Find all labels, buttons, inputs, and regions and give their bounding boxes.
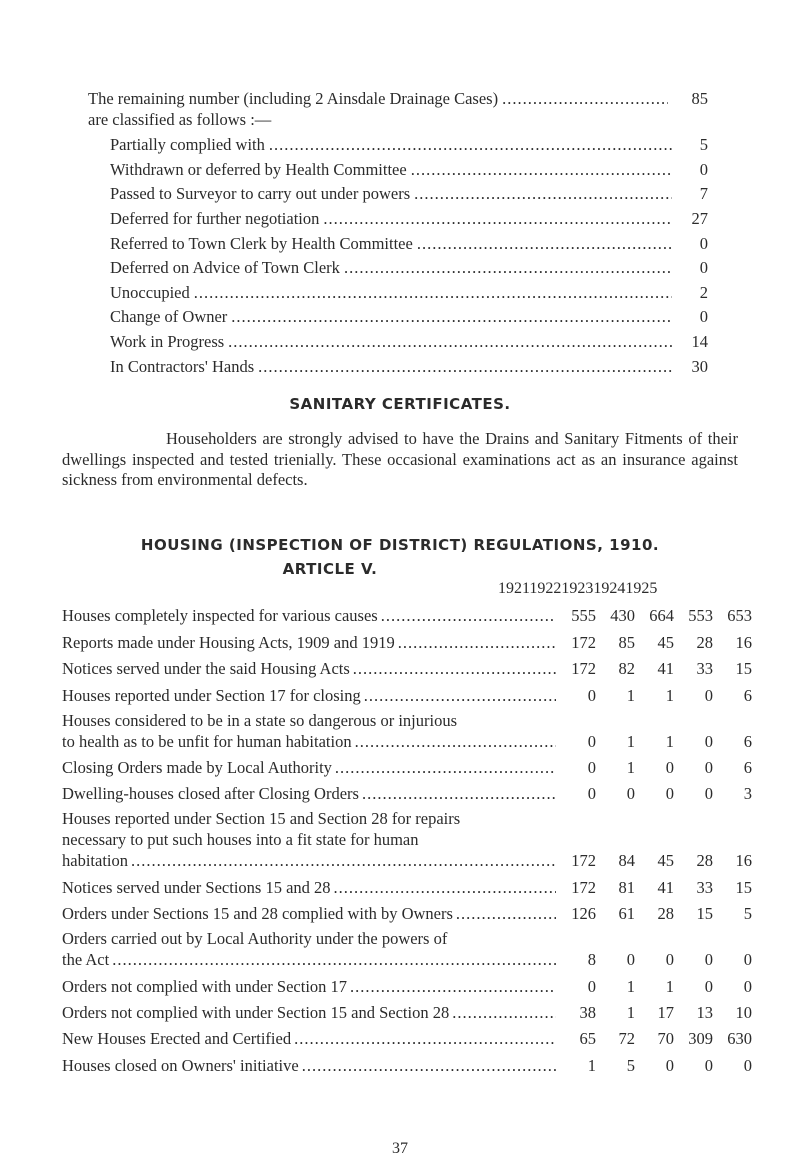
leader-dots bbox=[361, 686, 556, 706]
classification-label: Unoccupied bbox=[110, 282, 190, 302]
classification-label: Withdrawn or deferred by Health Committee bbox=[110, 159, 407, 179]
table-cell: 41 bbox=[657, 659, 674, 679]
classification-row bbox=[110, 133, 708, 158]
classification-value: 27 bbox=[691, 209, 708, 229]
row-values bbox=[556, 606, 752, 626]
row-label-text: Notices served under Sections 15 and 28 bbox=[62, 877, 331, 897]
row-values bbox=[556, 977, 752, 997]
table-cell: 1 bbox=[626, 976, 635, 996]
row-values bbox=[556, 1029, 752, 1049]
row-values bbox=[556, 1056, 752, 1076]
row-label bbox=[62, 808, 556, 871]
classification-value: 14 bbox=[691, 332, 708, 352]
table-cell: 6 bbox=[743, 685, 752, 705]
row-label-text: to health as to be unfit for human habitation bbox=[62, 731, 352, 751]
table-row bbox=[62, 600, 752, 626]
table-row bbox=[62, 626, 752, 652]
table-cell: 630 bbox=[727, 1029, 752, 1049]
row-values bbox=[556, 686, 752, 706]
table-cell: 45 bbox=[657, 632, 674, 652]
row-values bbox=[556, 784, 752, 804]
row-label bbox=[62, 633, 556, 653]
table-cell: 0 bbox=[743, 976, 752, 996]
row-label bbox=[62, 878, 556, 898]
row-label-text: Houses considered to be in a state so dangerous or injurious bbox=[62, 710, 458, 730]
classification-row bbox=[110, 354, 708, 379]
table-cell: 1 bbox=[587, 1055, 596, 1075]
table-cell: 0 bbox=[587, 757, 596, 777]
table-cell: 553 bbox=[688, 606, 713, 626]
years-header: 19211922192319241925 bbox=[498, 580, 658, 597]
classification-label: Change of Owner bbox=[110, 307, 228, 327]
leader-dots bbox=[498, 88, 668, 109]
row-label bbox=[62, 686, 556, 706]
table-cell: 28 bbox=[657, 904, 674, 924]
table-cell: 38 bbox=[579, 1002, 596, 1022]
leader-dots bbox=[332, 758, 556, 778]
table-cell: 45 bbox=[657, 851, 674, 871]
table-cell: 0 bbox=[704, 976, 713, 996]
table-cell: 0 bbox=[587, 784, 596, 804]
table-row bbox=[62, 970, 752, 996]
table-cell: 0 bbox=[665, 1055, 674, 1075]
table-cell: 81 bbox=[618, 877, 635, 897]
leader-dots bbox=[190, 283, 672, 303]
row-values bbox=[556, 758, 752, 778]
leader-dots bbox=[265, 135, 672, 155]
intro-line bbox=[88, 88, 708, 109]
row-values bbox=[556, 904, 752, 924]
housing-heading: HOUSING (INSPECTION OF DISTRICT) REGULATIONS, 1910. bbox=[140, 536, 660, 554]
row-values bbox=[556, 878, 752, 898]
table-row bbox=[62, 653, 752, 679]
table-cell: 6 bbox=[743, 731, 752, 751]
table-cell: 1 bbox=[665, 731, 674, 751]
classification-label: Deferred for further negotiation bbox=[110, 209, 320, 229]
table-cell: 0 bbox=[587, 976, 596, 996]
leader-dots bbox=[449, 1003, 556, 1023]
table-cell: 0 bbox=[665, 757, 674, 777]
table-cell: 0 bbox=[626, 950, 635, 970]
classification-list bbox=[110, 133, 708, 379]
page-number: 37 bbox=[392, 1140, 408, 1157]
classification-row bbox=[110, 256, 708, 281]
table-cell: 65 bbox=[579, 1029, 596, 1049]
table-cell: 41 bbox=[657, 877, 674, 897]
table-cell: 0 bbox=[743, 950, 752, 970]
row-label-text: Orders not complied with under Section 17 bbox=[62, 976, 348, 996]
table-row bbox=[62, 997, 752, 1023]
row-label bbox=[62, 1029, 556, 1049]
table-cell: 0 bbox=[665, 950, 674, 970]
row-label bbox=[62, 606, 556, 626]
leader-dots bbox=[319, 209, 672, 229]
table-cell: 172 bbox=[571, 851, 596, 871]
row-label-text: Houses completely inspected for various causes bbox=[62, 606, 378, 626]
classification-label: Partially complied with bbox=[110, 135, 265, 155]
classification-label: Deferred on Advice of Town Clerk bbox=[110, 258, 340, 278]
table-cell: 6 bbox=[743, 757, 752, 777]
table-cell: 1 bbox=[626, 757, 635, 777]
row-label-text: New Houses Erected and Certified bbox=[62, 1029, 292, 1049]
housing-subheading: ARTICLE V. bbox=[282, 560, 378, 578]
classification-row bbox=[110, 330, 708, 355]
row-label bbox=[62, 1056, 556, 1076]
leader-dots bbox=[413, 234, 672, 254]
classification-row bbox=[110, 207, 708, 232]
classification-value: 0 bbox=[699, 258, 708, 278]
table-cell: 10 bbox=[735, 1002, 752, 1022]
table-cell: 5 bbox=[626, 1055, 635, 1075]
row-values bbox=[556, 633, 752, 653]
table-row bbox=[62, 679, 752, 705]
leader-dots bbox=[453, 904, 556, 924]
row-values bbox=[556, 659, 752, 679]
table-cell: 15 bbox=[696, 904, 713, 924]
table-cell: 0 bbox=[743, 1055, 752, 1075]
classification-label: Work in Progress bbox=[110, 332, 225, 352]
table-cell: 555 bbox=[571, 606, 596, 626]
row-values bbox=[556, 850, 752, 871]
table-row bbox=[62, 1049, 752, 1075]
sanitary-heading: SANITARY CERTIFICATES. bbox=[289, 395, 511, 413]
intro-text: The remaining number (including 2 Ainsdale Drainage Cases) bbox=[88, 89, 499, 108]
row-label-text: Notices served under the said Housing Acts bbox=[62, 659, 350, 679]
table-row bbox=[62, 808, 752, 871]
table-cell: 1 bbox=[665, 685, 674, 705]
table-cell: 0 bbox=[704, 1055, 713, 1075]
table-cell: 0 bbox=[587, 731, 596, 751]
leader-dots bbox=[254, 357, 672, 377]
classification-row bbox=[110, 158, 708, 183]
row-label-text: Dwelling-houses closed after Closing Orders bbox=[62, 784, 359, 804]
classification-row bbox=[110, 305, 708, 330]
table-cell: 84 bbox=[618, 851, 635, 871]
leader-dots bbox=[407, 160, 672, 180]
classification-value: 0 bbox=[699, 159, 708, 179]
leader-dots bbox=[410, 184, 672, 204]
classification-value: 0 bbox=[699, 233, 708, 253]
row-label-text: the Act bbox=[62, 950, 110, 970]
intro-text-2: are classified as follows :— bbox=[88, 110, 272, 129]
classification-value: 30 bbox=[691, 356, 708, 376]
row-label-text: Houses reported under Section 17 for closing bbox=[62, 685, 361, 705]
table-row bbox=[62, 752, 752, 778]
leader-dots bbox=[359, 784, 556, 804]
intro-block bbox=[88, 88, 708, 130]
table-cell: 0 bbox=[704, 950, 713, 970]
classification-label: Passed to Surveyor to carry out under powers bbox=[110, 184, 411, 204]
classification-value: 5 bbox=[699, 135, 708, 155]
table-cell: 82 bbox=[618, 659, 635, 679]
table-cell: 1 bbox=[665, 976, 674, 996]
row-values bbox=[556, 1003, 752, 1023]
sanitary-paragraph: Householders are strongly advised to have the Drains and Sanitary Fitments of their dwellings inspected and tested trienially. These occasional examinations act as an insurance against sickness from environmental defects. bbox=[62, 429, 738, 489]
leader-dots bbox=[227, 307, 672, 327]
leader-dots bbox=[128, 850, 556, 871]
leader-dots bbox=[299, 1056, 556, 1076]
row-label-text: Orders not complied with under Section 15 and Section 28 bbox=[62, 1002, 450, 1022]
table-row bbox=[62, 710, 752, 752]
classification-row bbox=[110, 231, 708, 256]
table-cell: 85 bbox=[618, 632, 635, 652]
row-label bbox=[62, 904, 556, 924]
row-label-text: necessary to put such houses into a fit state for human bbox=[62, 830, 419, 850]
leader-dots bbox=[352, 731, 556, 752]
table-cell: 664 bbox=[649, 606, 674, 626]
table-row bbox=[62, 898, 752, 924]
classification-label: In Contractors' Hands bbox=[110, 356, 255, 376]
table-cell: 430 bbox=[610, 606, 635, 626]
table-cell: 1 bbox=[626, 685, 635, 705]
row-label-text: Reports made under Housing Acts, 1909 and 1919 bbox=[62, 632, 395, 652]
table-cell: 0 bbox=[587, 685, 596, 705]
table-cell: 3 bbox=[743, 784, 752, 804]
table-cell: 15 bbox=[735, 877, 752, 897]
row-values bbox=[556, 949, 752, 970]
classification-row bbox=[110, 182, 708, 207]
leader-dots bbox=[340, 258, 672, 278]
table-cell: 70 bbox=[657, 1029, 674, 1049]
table-cell: 28 bbox=[696, 851, 713, 871]
row-values bbox=[556, 731, 752, 752]
classification-value: 7 bbox=[699, 184, 708, 204]
table-cell: 8 bbox=[587, 950, 596, 970]
row-label bbox=[62, 710, 556, 752]
row-label-text: Closing Orders made by Local Authority bbox=[62, 757, 332, 777]
table-cell: 126 bbox=[571, 904, 596, 924]
table-cell: 16 bbox=[735, 632, 752, 652]
table-cell: 172 bbox=[571, 632, 596, 652]
table-cell: 0 bbox=[704, 784, 713, 804]
table-row bbox=[62, 778, 752, 804]
housing-table bbox=[62, 600, 752, 1076]
leader-dots bbox=[350, 659, 556, 679]
row-label-text: Orders carried out by Local Authority under the powers of bbox=[62, 929, 448, 949]
table-cell: 172 bbox=[571, 659, 596, 679]
leader-dots bbox=[347, 977, 556, 997]
table-cell: 0 bbox=[665, 784, 674, 804]
row-label bbox=[62, 784, 556, 804]
row-label bbox=[62, 1003, 556, 1023]
table-row bbox=[62, 871, 752, 897]
table-cell: 0 bbox=[704, 757, 713, 777]
table-cell: 172 bbox=[571, 877, 596, 897]
table-cell: 0 bbox=[626, 784, 635, 804]
table-row bbox=[62, 1023, 752, 1049]
intro-value: 85 bbox=[691, 89, 708, 108]
classification-row bbox=[110, 281, 708, 306]
classification-value: 0 bbox=[699, 307, 708, 327]
leader-dots bbox=[224, 332, 672, 352]
row-label-text: Houses closed on Owners' initiative bbox=[62, 1055, 299, 1075]
table-cell: 1 bbox=[626, 1002, 635, 1022]
leader-dots bbox=[395, 633, 556, 653]
leader-dots bbox=[291, 1029, 556, 1049]
row-label-text: habitation bbox=[62, 851, 128, 871]
leader-dots bbox=[109, 949, 556, 970]
table-cell: 13 bbox=[696, 1002, 713, 1022]
table-cell: 33 bbox=[696, 659, 713, 679]
row-label bbox=[62, 659, 556, 679]
row-label bbox=[62, 977, 556, 997]
row-label-text: Orders under Sections 15 and 28 complied with by Owners bbox=[62, 904, 453, 924]
table-cell: 653 bbox=[727, 606, 752, 626]
table-cell: 0 bbox=[704, 731, 713, 751]
table-cell: 15 bbox=[735, 659, 752, 679]
row-label-text: Houses reported under Section 15 and Section 28 for repairs bbox=[62, 809, 461, 829]
table-cell: 28 bbox=[696, 632, 713, 652]
table-cell: 61 bbox=[618, 904, 635, 924]
table-row bbox=[62, 928, 752, 970]
row-label bbox=[62, 928, 556, 970]
table-cell: 0 bbox=[704, 685, 713, 705]
table-cell: 17 bbox=[657, 1002, 674, 1022]
table-cell: 1 bbox=[626, 731, 635, 751]
table-cell: 72 bbox=[618, 1029, 635, 1049]
table-cell: 5 bbox=[743, 904, 752, 924]
leader-dots bbox=[331, 878, 556, 898]
table-cell: 16 bbox=[735, 851, 752, 871]
leader-dots bbox=[378, 606, 556, 626]
classification-value: 2 bbox=[699, 282, 708, 302]
table-cell: 309 bbox=[688, 1029, 713, 1049]
table-cell: 33 bbox=[696, 877, 713, 897]
row-label bbox=[62, 758, 556, 778]
classification-label: Referred to Town Clerk by Health Committee bbox=[110, 233, 413, 253]
